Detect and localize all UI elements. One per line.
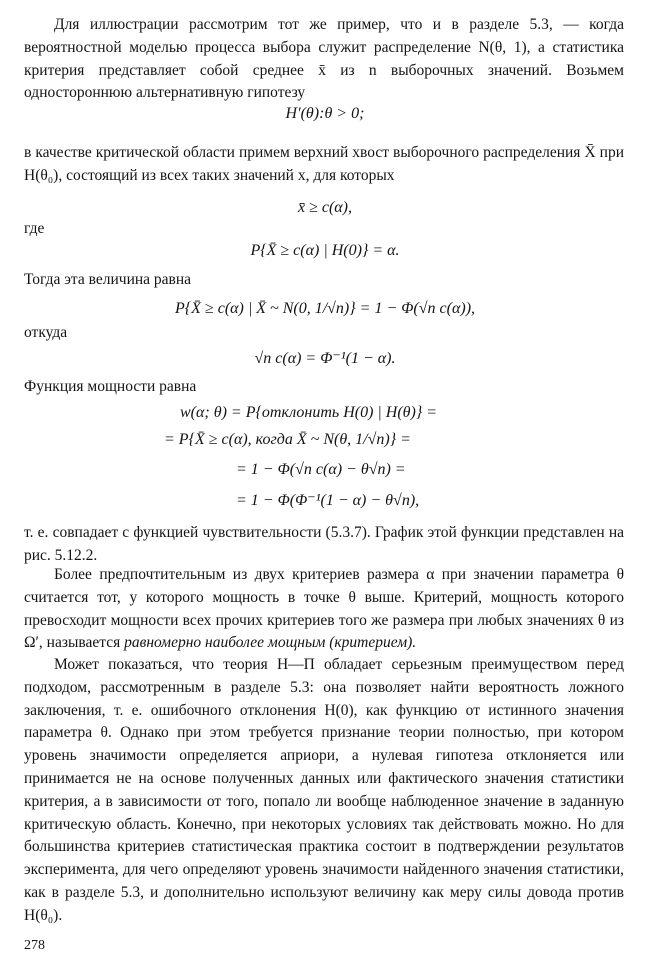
formula-critical-value: x̄ ≥ c(α), [297, 199, 353, 216]
formula-inverse: √n c(α) = Φ⁻¹(1 − α). [254, 350, 396, 367]
word-whence: откуда [24, 324, 68, 341]
paragraph-uniformly-most-powerful [24, 564, 624, 655]
paragraph-intro: Для иллюстрации рассмотрим тот же пример, что и в разделе 5.3, — когда вероятностной моделью процесса выбора служит распределение N(θ, 1), а статистика критерия представляет собой среднее x̄ из n выборочных значений. Возьмем одностороннюю альтернативную гипотезу [24, 16, 624, 102]
page-number: 278 [24, 938, 45, 953]
formula-power-4: = 1 − Φ(Φ⁻¹(1 − α) − θ√n), [236, 492, 420, 509]
formula-probability: P{X̄ ≥ c(α) | X̄ ~ N(0, 1/√n)} = 1 − Φ(√n c(α)), [174, 300, 476, 317]
paragraph-sensitivity: т. е. совпадает с функцией чувствительности (5.3.7). График этой функции представлен на рис. 5.12.2. [24, 524, 624, 564]
paragraph-text: Более предпочтительным из двух критериев размера α при значении параметра θ считается тот, у которого мощность в точке θ выше. Критерий, мощность которого превосходит мощности всех прочих критериев того же размера при любых значениях θ из Ω′, называется [24, 566, 624, 652]
paragraph-then: Тогда эта величина равна [24, 271, 192, 288]
paragraph-critical-region: в качестве критической области примем верхний хвост выборочного распределения X̄ при H(θ₀), состоящий из всех таких значений x, для которых [24, 144, 624, 184]
formula-significance: P{X̄ ≥ c(α) | H(0)} = α. [250, 242, 400, 259]
formula-alternative-hypothesis: H′(θ):θ > 0; [285, 105, 365, 122]
formula-power-1: w(α; θ) = P{отклонить H(0) | H(θ)} = [180, 404, 438, 421]
emphasis-term: равномерно наиболее мощным (критерием). [124, 634, 417, 652]
formula-power-2: = P{X̄ ≥ c(α), когда X̄ ~ N(θ, 1/√n)} = [164, 431, 411, 448]
word-where: где [24, 220, 45, 237]
paragraph-np-theory: Может показаться, что теория Н—П обладает серьезным преимуществом перед подходом, рассмотренным в разделе 5.3: она позволяет найти вероятность ложного заключения, т. е. ошибочного отклонения H(0), как функцию от истинного значения параметра θ. Однако при этом требуется признание теории полностью, при котором уровень значимости определяется априори, а нулевая гипотеза отклоняется или принимается не на основе полученных данных или фактического значения статистики критерия, а в зависимости от того, попало ли вообще наблюденное значение в заданную критическую область. Конечно, при некоторых условиях так действовать можно. Но для большинства критериев статистическая практика состоит в подтверждении результатов эксперимента, для чего определяют уровень значимости найденного значения статистики, как в разделе 5.3, и дополнительно используют величину как меру силы довода против H(θ₀). [24, 656, 624, 924]
paragraph-power-function: Функция мощности равна [24, 378, 197, 395]
formula-power-3: = 1 − Φ(√n c(α) − θ√n) = [236, 461, 406, 478]
